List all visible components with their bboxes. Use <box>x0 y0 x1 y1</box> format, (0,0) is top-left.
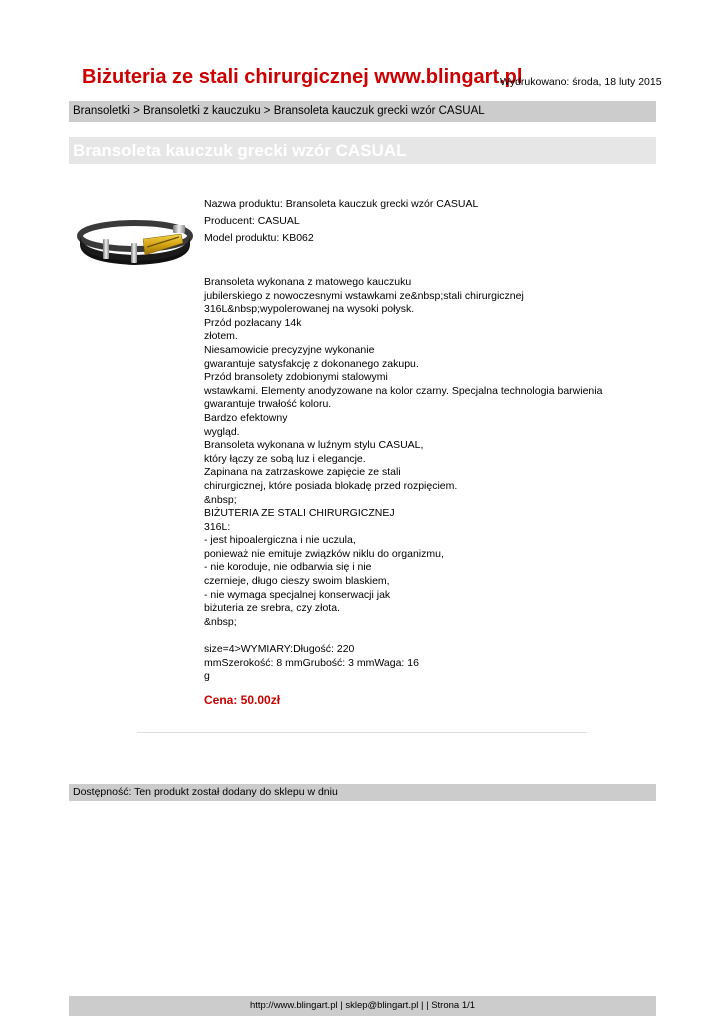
description-line: mmSzerokość: 8 mmGrubość: 3 mmWaga: 16 <box>204 656 419 669</box>
producer-line: Producent: CASUAL <box>204 215 300 227</box>
description-line: ponieważ nie emituje związków niklu do organizmu, <box>204 547 444 560</box>
description-line: chirurgicznej, które posiada blokadę przed rozpięciem. <box>204 479 458 492</box>
rubber-bracelet-image <box>73 195 199 285</box>
product-heading: Bransoleta kauczuk grecki wzór CASUAL <box>69 137 656 164</box>
description-line: - jest hipoalergiczna i nie uczula, <box>204 534 356 547</box>
description-line: &nbsp; <box>204 493 237 506</box>
description-line: jubilerskiego z nowoczesnymi wstawkami ze&nbsp;stali chirurgicznej <box>204 289 524 302</box>
description-line: gwarantuje satysfakcję z dokonanego zakupu. <box>204 357 419 370</box>
description-line: Bransoleta wykonana z matowego kauczuku <box>204 276 412 288</box>
divider <box>137 732 587 733</box>
product-description <box>204 276 602 684</box>
description-line: - nie wymaga specjalnej konserwacji jak <box>204 588 391 601</box>
description-line: który łączy ze sobą luz i elegancje. <box>204 452 366 465</box>
page-footer: http://www.blingart.pl | sklep@blingart.pl | | Strona 1/1 <box>69 996 656 1016</box>
description-line: biżuteria ze srebra, czy złota. <box>204 602 340 615</box>
description-line: &nbsp; <box>204 615 237 628</box>
description-line: Niesamowicie precyzyjne wykonanie <box>204 343 375 356</box>
description-line: BIŻUTERIA ZE STALI CHIRURGICZNEJ <box>204 507 395 520</box>
description-line: Przód pozłacany 14k <box>204 316 302 329</box>
print-date: Wydrukowano: środa, 18 luty 2015 <box>500 76 662 88</box>
product-image <box>73 195 199 285</box>
description-line: 316L&nbsp;wypolerowanej na wysoki połysk. <box>204 303 415 316</box>
product-price: Cena: 50.00zł <box>204 693 281 707</box>
description-line: złotem. <box>204 330 238 343</box>
description-line: 316L: <box>204 520 231 533</box>
product-name-line: Nazwa produktu: Bransoleta kauczuk grecki wzór CASUAL <box>204 198 479 210</box>
model-line: Model produktu: KB062 <box>204 232 314 244</box>
availability-bar: Dostępność: Ten produkt został dodany do sklepu w dniu <box>69 784 656 801</box>
description-line: czernieje, długo cieszy swoim blaskiem, <box>204 575 390 588</box>
description-line: Przód bransolety zdobionymi stalowymi <box>204 371 388 384</box>
description-line: size=4>WYMIARY:Długość: 220 <box>204 643 355 656</box>
description-line: - nie koroduje, nie odbarwia się i nie <box>204 561 372 574</box>
description-line: Bardzo efektowny <box>204 411 288 424</box>
description-line: g <box>204 670 210 683</box>
description-line: wygląd. <box>204 425 240 438</box>
site-title: Biżuteria ze stali chirurgicznej www.blingart.pl <box>82 66 523 88</box>
description-line <box>204 629 602 643</box>
description-line: wstawkami. Elementy anodyzowane na kolor czarny. Specjalna technologia barwienia <box>204 384 603 397</box>
breadcrumb: Bransoletki > Bransoletki z kauczuku > Bransoleta kauczuk grecki wzór CASUAL <box>69 101 656 122</box>
description-line: gwarantuje trwałość koloru. <box>204 398 332 411</box>
description-line: Zapinana na zatrzaskowe zapięcie ze stali <box>204 466 401 479</box>
description-line: Bransoleta wykonana w luźnym stylu CASUAL, <box>204 439 424 452</box>
